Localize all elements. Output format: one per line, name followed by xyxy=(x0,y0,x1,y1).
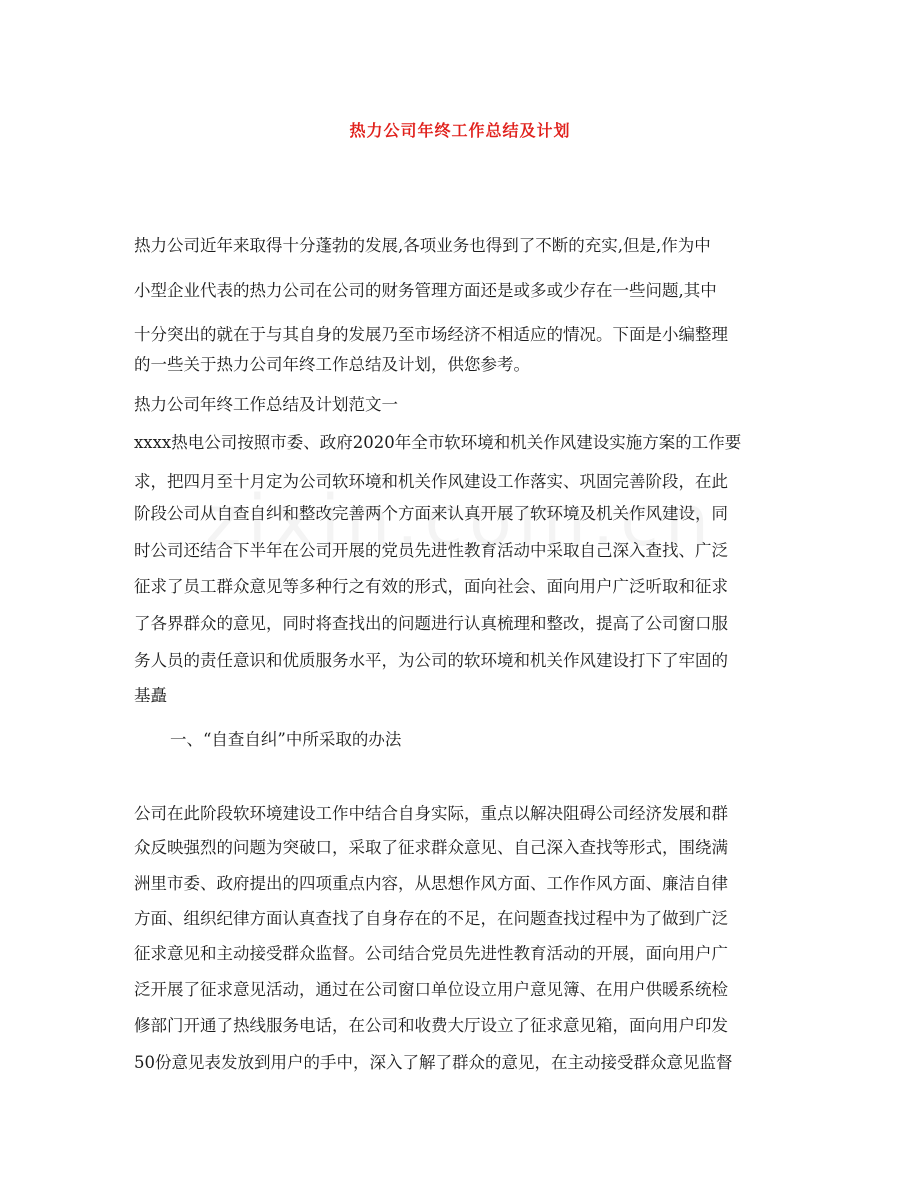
section-heading: 热力公司年终工作总结及计划范文一 xyxy=(134,395,398,414)
body-line: 50份意见表发放到用户的手中，深入了解了群众的意见，在主动接受群众意见监督 xyxy=(134,1053,733,1072)
subsection-heading: 一、“自查自纠”中所采取的办法 xyxy=(170,730,402,749)
body-line: 的一些关于热力公司年终工作总结及计划，供您参考。 xyxy=(134,355,530,374)
body-line: 务人员的责任意识和优质服务水平，为公司的软环境和机关作风建设打下了牢固的 xyxy=(134,651,728,670)
body-line: 时公司还结合下半年在公司开展的党员先进性教育活动中采取自己深入查找、广泛 xyxy=(134,541,728,560)
body-line: 修部门开通了热线服务电话，在公司和收费大厅设立了征求意见箱，面向用户印发 xyxy=(134,1016,728,1035)
body-line: 阶段公司从自查自纠和整改完善两个方面来认真开展了软环境及机关作风建设，同 xyxy=(134,504,728,523)
body-line: 征求了员工群众意见等多种行之有效的形式，面向社会、面向用户广泛听取和征求 xyxy=(134,577,728,596)
body-line: 基矗 xyxy=(134,686,167,705)
body-line: 征求意见和主动接受群众监督。公司结合党员先进性教育活动的开展，面向用户广 xyxy=(134,944,728,963)
document-title: 热力公司年终工作总结及计划 xyxy=(349,121,571,140)
body-line: 热力公司近年来取得十分蓬勃的发展,各项业务也得到了不断的充实,但是,作为中 xyxy=(134,236,711,255)
body-line: 小型企业代表的热力公司在公司的财务管理方面还是或多或少存在一些问题,其中 xyxy=(134,281,717,300)
body-line: 十分突出的就在于与其自身的发展乃至市场经济不相适应的情况。下面是小编整理 xyxy=(134,325,728,344)
body-line: 泛开展了征求意见活动，通过在公司窗口单位设立用户意见簿、在用户供暖系统检 xyxy=(134,980,728,999)
body-line: 众反映强烈的问题为突破口，采取了征求群众意见、自己深入查找等形式，围绕满 xyxy=(134,838,728,857)
body-line: 求，把四月至十月定为公司软环境和机关作风建设工作落实、巩固完善阶段，在此 xyxy=(134,472,728,491)
body-line: xxxx热电公司按照市委、政府2020年全市软环境和机关作风建设实施方案的工作要 xyxy=(134,433,742,452)
body-line: 了各界群众的意见，同时将查找出的问题进行认真梳理和整改，提高了公司窗口服 xyxy=(134,614,728,633)
body-line: 方面、组织纪律方面认真查找了自身存在的不足，在问题查找过程中为了做到广泛 xyxy=(134,909,728,928)
body-line: 公司在此阶段软环境建设工作中结合自身实际，重点以解决阻碍公司经济发展和群 xyxy=(134,804,728,823)
body-line: 洲里市委、政府提出的四项重点内容，从思想作风方面、工作作风方面、廉洁自律 xyxy=(134,874,728,893)
